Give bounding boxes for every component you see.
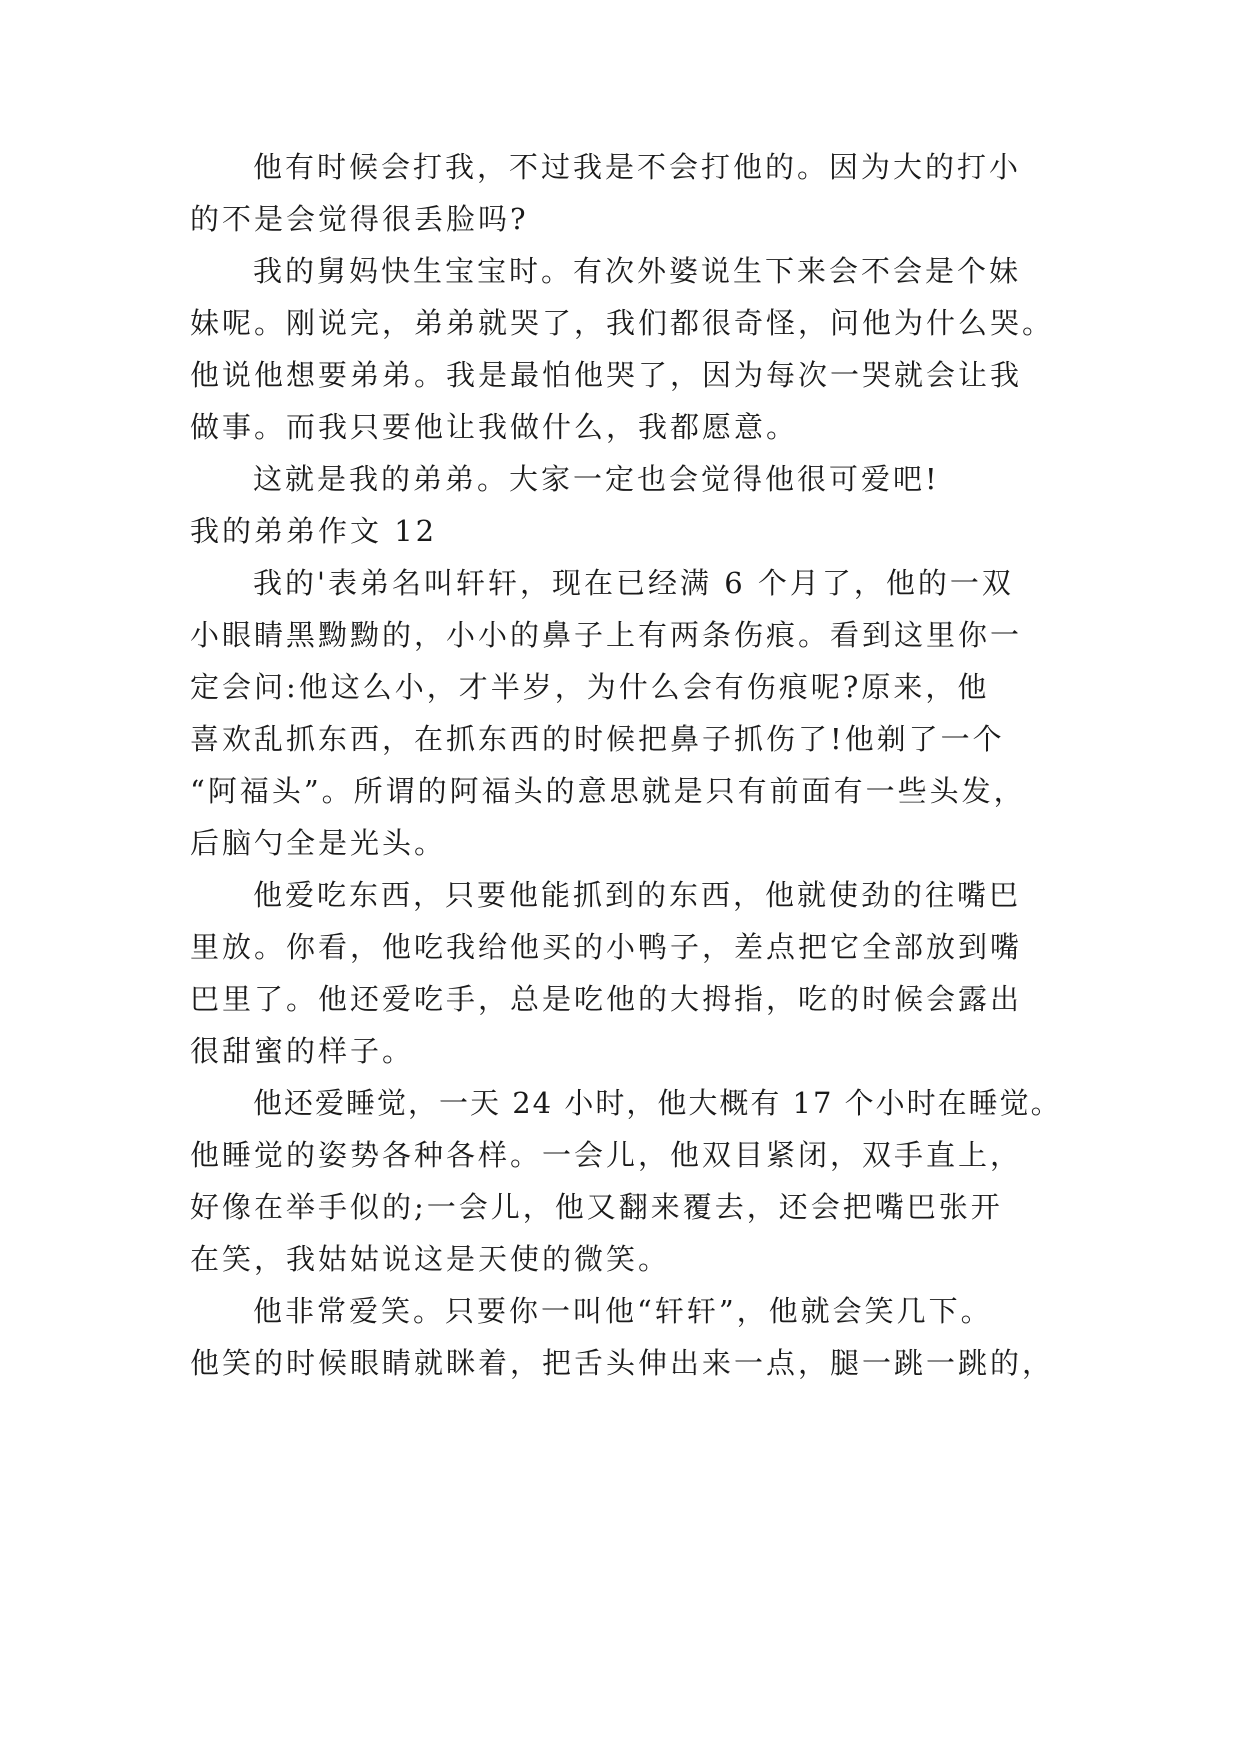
paragraph-line: 这就是我的弟弟。大家一定也会觉得他很可爱吧! [253, 462, 940, 496]
paragraph-line: 妹呢。刚说完，弟弟就哭了，我们都很奇怪，问他为什么哭。 [190, 306, 1055, 340]
paragraph-line: 他非常爱笑。只要你一叫他“轩轩”，他就会笑几下。 [253, 1294, 993, 1328]
paragraph-line: 很甜蜜的样子。 [190, 1034, 415, 1068]
paragraph-line: 巴里了。他还爱吃手，总是吃他的大拇指，吃的时候会露出 [190, 982, 1023, 1016]
paragraph-line: 他还爱睡觉，一天 24 小时，他大概有 17 个小时在睡觉。 [253, 1086, 1062, 1120]
paragraph-line: 他说他想要弟弟。我是最怕他哭了，因为每次一哭就会让我 [190, 358, 1023, 392]
paragraph-line: 做事。而我只要他让我做什么，我都愿意。 [190, 410, 799, 444]
paragraph-line: 我的'表弟名叫轩轩，现在已经满 6 个月了，他的一双 [253, 566, 1014, 600]
paragraph-line: 小眼睛黑黝黝的，小小的鼻子上有两条伤痕。看到这里你一 [190, 618, 1023, 652]
paragraph-line: 里放。你看，他吃我给他买的小鸭子，差点把它全部放到嘴 [190, 930, 1023, 964]
paragraph-line: 我的舅妈快生宝宝时。有次外婆说生下来会不会是个妹 [253, 254, 1022, 288]
paragraph-line: 好像在举手似的;一会儿，他又翻来覆去，还会把嘴巴张开 [190, 1190, 1003, 1224]
paragraph-line: 他爱吃东西，只要他能抓到的东西，他就使劲的往嘴巴 [253, 878, 1022, 912]
paragraph-line: 定会问:他这么小，才半岁，为什么会有伤痕呢?原来，他 [190, 670, 990, 704]
paragraph-line: 他笑的时候眼睛就眯着，把舌头伸出来一点，腿一跳一跳的， [190, 1346, 1055, 1380]
paragraph-line: 在笑，我姑姑说这是天使的微笑。 [190, 1242, 671, 1276]
paragraph-line: 后脑勺全是光头。 [190, 826, 447, 860]
paragraph-line: 他有时候会打我，不过我是不会打他的。因为大的打小 [253, 150, 1022, 184]
paragraph-line: 他睡觉的姿势各种各样。一会儿，他双目紧闭，双手直上， [190, 1138, 1023, 1172]
paragraph-line: “阿福头”。所谓的阿福头的意思就是只有前面有一些头发， [190, 774, 1026, 808]
paragraph-line: 喜欢乱抓东西，在抓东西的时候把鼻子抓伤了!他剃了一个 [190, 722, 1005, 756]
section-heading: 我的弟弟作文 12 [190, 514, 438, 548]
paragraph-line: 的不是会觉得很丢脸吗? [190, 202, 529, 236]
